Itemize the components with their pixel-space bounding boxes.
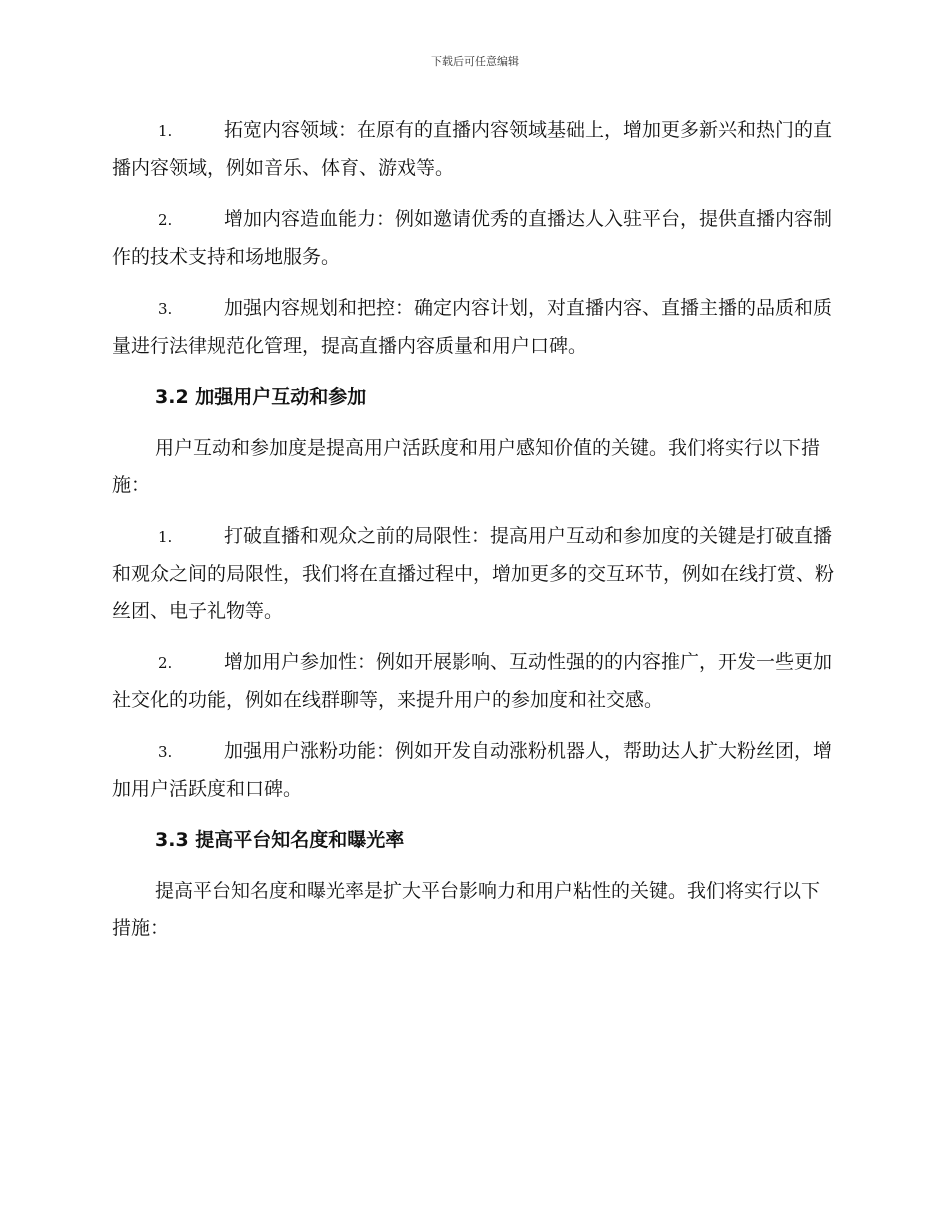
list-item [112,644,837,719]
list-item [112,112,837,187]
list-number: 2. [158,654,173,672]
section-heading: 3.3 提高平台知名度和曝光率 [155,829,405,851]
list-item-text: 增加用户参加性：例如开展影响、互动性强的的内容推广，开发一些更加社交化的功能，例如在线群聊等，来提升用户的参加度和社交感。 [112,651,833,711]
list-number: 1. [158,528,173,546]
list-item-text: 加强内容规划和把控：确定内容计划，对直播内容、直播主播的品质和质量进行法律规范化管理，提高直播内容质量和用户口碑。 [112,297,833,357]
list-item-text: 拓宽内容领域：在原有的直播内容领域基础上，增加更多新兴和热门的直播内容领域，例如音乐、体育、游戏等。 [112,119,833,179]
list-item [112,518,837,630]
section-heading: 3.2 加强用户互动和参加 [155,386,367,408]
list-item-text: 增加内容造血能力：例如邀请优秀的直播达人入驻平台，提供直播内容制作的技术支持和场地服务。 [112,208,833,268]
list-number: 1. [158,122,173,140]
list-item [112,733,837,808]
list-item-text: 打破直播和观众之前的局限性：提高用户互动和参加度的关键是打破直播和观众之间的局限性，我们将在直播过程中，增加更多的交互环节，例如在线打赏、粉丝团、电子礼物等。 [112,525,835,622]
paragraph: 提高平台知名度和曝光率是扩大平台影响力和用户粘性的关键。我们将实行以下措施： [112,880,821,939]
list-number: 3. [158,300,173,318]
paragraph: 用户互动和参加度是提高用户活跃度和用户感知价值的关键。我们将实行以下措施： [112,437,821,496]
document-body [112,112,837,961]
page-header: 下载后可任意编辑 [431,55,519,68]
list-item-text: 加强用户涨粉功能：例如开发自动涨粉机器人，帮助达人扩大粉丝团，增加用户活跃度和口碑。 [112,740,833,800]
list-item [112,201,837,276]
list-item [112,290,837,365]
list-number: 3. [158,743,173,761]
list-number: 2. [158,211,173,229]
